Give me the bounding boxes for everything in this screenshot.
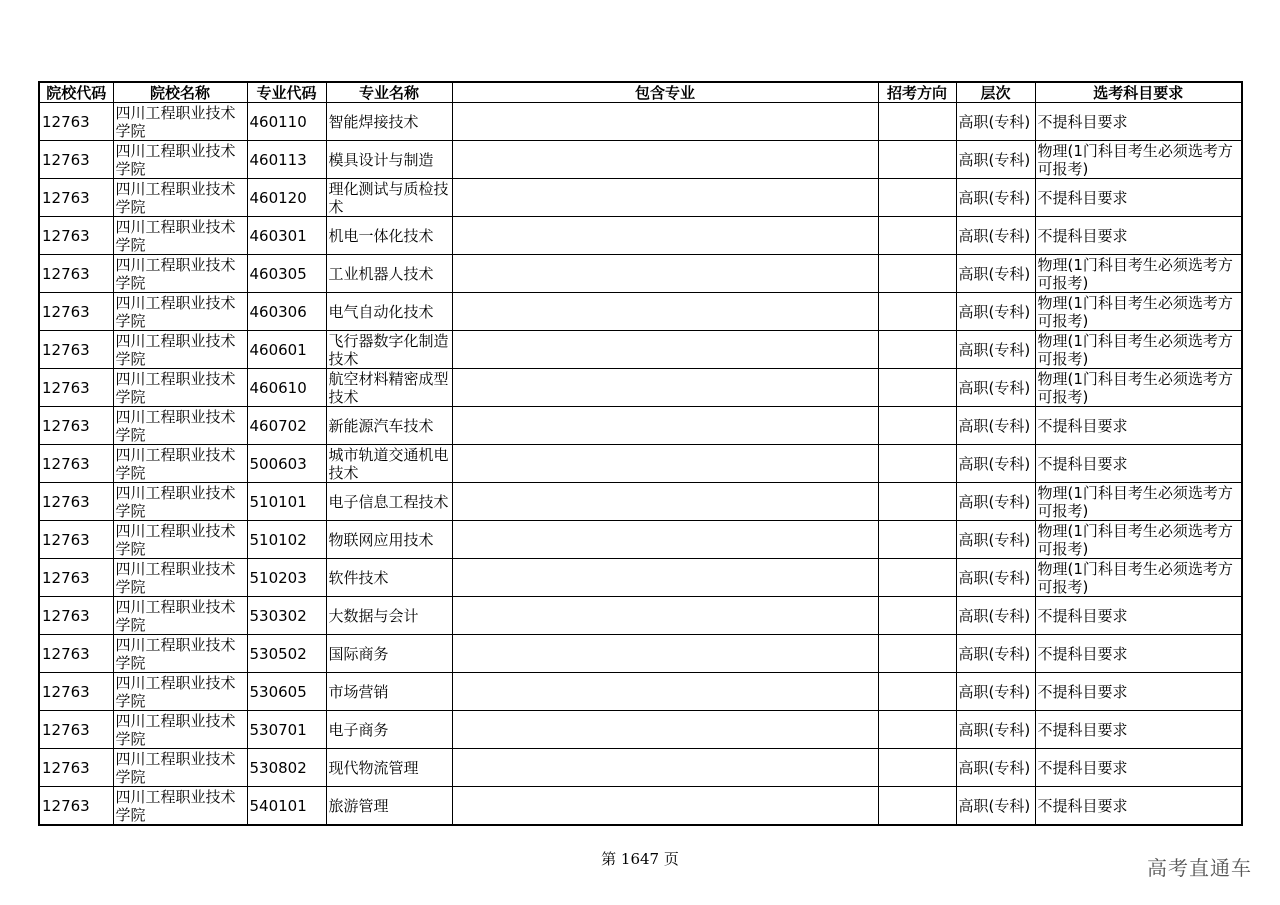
- school-name-cell: 四川工程职业技术学院: [113, 483, 247, 521]
- subject-requirement-cell: 物理(1门科目考生必须选考方可报考): [1035, 331, 1242, 369]
- level-cell: 高职(专科): [956, 141, 1035, 179]
- subject-requirement-cell: 不提科目要求: [1035, 407, 1242, 445]
- subject-requirement-cell: 物理(1门科目考生必须选考方可报考): [1035, 483, 1242, 521]
- major-code-cell: 460610: [247, 369, 326, 407]
- school-code-cell: 12763: [39, 445, 113, 483]
- included-majors-cell: [452, 597, 878, 635]
- major-name-cell: 机电一体化技术: [326, 217, 452, 255]
- table-row: [39, 483, 1242, 521]
- direction-cell: [878, 445, 956, 483]
- table-row: [39, 787, 1242, 826]
- table-row: [39, 597, 1242, 635]
- major-name-cell: 电气自动化技术: [326, 293, 452, 331]
- school-name-cell: 四川工程职业技术学院: [113, 787, 247, 826]
- subject-requirement-cell: 不提科目要求: [1035, 217, 1242, 255]
- school-name-cell: 四川工程职业技术学院: [113, 141, 247, 179]
- table-row: [39, 369, 1242, 407]
- included-majors-cell: [452, 521, 878, 559]
- included-majors-cell: [452, 293, 878, 331]
- major-code-cell: 500603: [247, 445, 326, 483]
- subject-requirement-cell: 物理(1门科目考生必须选考方可报考): [1035, 559, 1242, 597]
- major-name-cell: 大数据与会计: [326, 597, 452, 635]
- major-name-cell: 软件技术: [326, 559, 452, 597]
- school-name-cell: 四川工程职业技术学院: [113, 179, 247, 217]
- included-majors-cell: [452, 369, 878, 407]
- major-name-cell: 城市轨道交通机电技术: [326, 445, 452, 483]
- direction-cell: [878, 369, 956, 407]
- included-majors-cell: [452, 331, 878, 369]
- level-cell: 高职(专科): [956, 179, 1035, 217]
- direction-cell: [878, 673, 956, 711]
- school-name-cell: 四川工程职业技术学院: [113, 445, 247, 483]
- included-majors-cell: [452, 559, 878, 597]
- subject-requirement-cell: 物理(1门科目考生必须选考方可报考): [1035, 255, 1242, 293]
- school-code-cell: 12763: [39, 103, 113, 141]
- major-code-cell: 530701: [247, 711, 326, 749]
- major-code-cell: 530802: [247, 749, 326, 787]
- school-code-cell: 12763: [39, 179, 113, 217]
- school-name-cell: 四川工程职业技术学院: [113, 635, 247, 673]
- table-row: [39, 331, 1242, 369]
- direction-cell: [878, 141, 956, 179]
- school-code-cell: 12763: [39, 521, 113, 559]
- major-name-cell: 飞行器数字化制造技术: [326, 331, 452, 369]
- major-code-cell: 460305: [247, 255, 326, 293]
- school-name-cell: 四川工程职业技术学院: [113, 407, 247, 445]
- header-school-code: 院校代码: [39, 82, 113, 103]
- school-code-cell: 12763: [39, 331, 113, 369]
- level-cell: 高职(专科): [956, 673, 1035, 711]
- table-row: [39, 635, 1242, 673]
- school-name-cell: 四川工程职业技术学院: [113, 521, 247, 559]
- watermark-logo: 高考直通车: [1147, 856, 1252, 880]
- level-cell: 高职(专科): [956, 293, 1035, 331]
- subject-requirement-cell: 不提科目要求: [1035, 635, 1242, 673]
- subject-requirement-cell: 不提科目要求: [1035, 787, 1242, 826]
- included-majors-cell: [452, 141, 878, 179]
- school-name-cell: 四川工程职业技术学院: [113, 293, 247, 331]
- subject-requirement-cell: 不提科目要求: [1035, 673, 1242, 711]
- direction-cell: [878, 635, 956, 673]
- subject-requirement-cell: 不提科目要求: [1035, 597, 1242, 635]
- table-row: [39, 521, 1242, 559]
- included-majors-cell: [452, 217, 878, 255]
- major-code-cell: 460601: [247, 331, 326, 369]
- school-name-cell: 四川工程职业技术学院: [113, 559, 247, 597]
- subject-requirement-cell: 物理(1门科目考生必须选考方可报考): [1035, 293, 1242, 331]
- school-code-cell: 12763: [39, 559, 113, 597]
- level-cell: 高职(专科): [956, 559, 1035, 597]
- major-code-cell: 510102: [247, 521, 326, 559]
- table-row: [39, 749, 1242, 787]
- table-row: [39, 407, 1242, 445]
- table-header-row: [39, 82, 1242, 103]
- subject-requirement-cell: 不提科目要求: [1035, 711, 1242, 749]
- level-cell: 高职(专科): [956, 369, 1035, 407]
- direction-cell: [878, 331, 956, 369]
- admission-table: [38, 81, 1243, 826]
- direction-cell: [878, 293, 956, 331]
- major-name-cell: 现代物流管理: [326, 749, 452, 787]
- school-code-cell: 12763: [39, 787, 113, 826]
- level-cell: 高职(专科): [956, 711, 1035, 749]
- table-row: [39, 673, 1242, 711]
- included-majors-cell: [452, 407, 878, 445]
- major-name-cell: 航空材料精密成型技术: [326, 369, 452, 407]
- header-major-name: 专业名称: [326, 82, 452, 103]
- included-majors-cell: [452, 483, 878, 521]
- included-majors-cell: [452, 445, 878, 483]
- school-name-cell: 四川工程职业技术学院: [113, 749, 247, 787]
- school-code-cell: 12763: [39, 369, 113, 407]
- table-row: [39, 103, 1242, 141]
- major-name-cell: 物联网应用技术: [326, 521, 452, 559]
- table-row: [39, 445, 1242, 483]
- major-code-cell: 460306: [247, 293, 326, 331]
- direction-cell: [878, 787, 956, 826]
- table-row: [39, 179, 1242, 217]
- table-row: [39, 255, 1242, 293]
- direction-cell: [878, 483, 956, 521]
- header-direction: 招考方向: [878, 82, 956, 103]
- header-level: 层次: [956, 82, 1035, 103]
- included-majors-cell: [452, 635, 878, 673]
- major-name-cell: 电子商务: [326, 711, 452, 749]
- header-subject-requirement: 选考科目要求: [1035, 82, 1242, 103]
- level-cell: 高职(专科): [956, 445, 1035, 483]
- school-code-cell: 12763: [39, 293, 113, 331]
- subject-requirement-cell: 物理(1门科目考生必须选考方可报考): [1035, 521, 1242, 559]
- direction-cell: [878, 103, 956, 141]
- direction-cell: [878, 749, 956, 787]
- major-name-cell: 新能源汽车技术: [326, 407, 452, 445]
- major-name-cell: 理化测试与质检技术: [326, 179, 452, 217]
- level-cell: 高职(专科): [956, 749, 1035, 787]
- subject-requirement-cell: 物理(1门科目考生必须选考方可报考): [1035, 141, 1242, 179]
- school-code-cell: 12763: [39, 407, 113, 445]
- included-majors-cell: [452, 179, 878, 217]
- school-code-cell: 12763: [39, 141, 113, 179]
- school-name-cell: 四川工程职业技术学院: [113, 597, 247, 635]
- direction-cell: [878, 711, 956, 749]
- level-cell: 高职(专科): [956, 407, 1035, 445]
- direction-cell: [878, 179, 956, 217]
- school-name-cell: 四川工程职业技术学院: [113, 103, 247, 141]
- major-name-cell: 旅游管理: [326, 787, 452, 826]
- level-cell: 高职(专科): [956, 217, 1035, 255]
- table-row: [39, 217, 1242, 255]
- major-name-cell: 智能焊接技术: [326, 103, 452, 141]
- included-majors-cell: [452, 103, 878, 141]
- major-code-cell: 540101: [247, 787, 326, 826]
- major-code-cell: 460113: [247, 141, 326, 179]
- major-code-cell: 460120: [247, 179, 326, 217]
- school-name-cell: 四川工程职业技术学院: [113, 711, 247, 749]
- major-code-cell: 510203: [247, 559, 326, 597]
- major-code-cell: 460110: [247, 103, 326, 141]
- school-name-cell: 四川工程职业技术学院: [113, 217, 247, 255]
- school-code-cell: 12763: [39, 255, 113, 293]
- level-cell: 高职(专科): [956, 597, 1035, 635]
- major-code-cell: 460301: [247, 217, 326, 255]
- school-code-cell: 12763: [39, 597, 113, 635]
- school-name-cell: 四川工程职业技术学院: [113, 331, 247, 369]
- direction-cell: [878, 217, 956, 255]
- major-name-cell: 市场营销: [326, 673, 452, 711]
- school-code-cell: 12763: [39, 711, 113, 749]
- page-number: 第 1647 页: [601, 850, 679, 868]
- direction-cell: [878, 559, 956, 597]
- major-code-cell: 530605: [247, 673, 326, 711]
- direction-cell: [878, 407, 956, 445]
- major-name-cell: 工业机器人技术: [326, 255, 452, 293]
- subject-requirement-cell: 不提科目要求: [1035, 179, 1242, 217]
- major-name-cell: 模具设计与制造: [326, 141, 452, 179]
- subject-requirement-cell: 不提科目要求: [1035, 103, 1242, 141]
- school-name-cell: 四川工程职业技术学院: [113, 369, 247, 407]
- major-code-cell: 530502: [247, 635, 326, 673]
- included-majors-cell: [452, 711, 878, 749]
- major-code-cell: 460702: [247, 407, 326, 445]
- major-code-cell: 510101: [247, 483, 326, 521]
- direction-cell: [878, 255, 956, 293]
- level-cell: 高职(专科): [956, 331, 1035, 369]
- table-row: [39, 141, 1242, 179]
- level-cell: 高职(专科): [956, 787, 1035, 826]
- included-majors-cell: [452, 673, 878, 711]
- level-cell: 高职(专科): [956, 521, 1035, 559]
- school-code-cell: 12763: [39, 483, 113, 521]
- level-cell: 高职(专科): [956, 635, 1035, 673]
- school-code-cell: 12763: [39, 673, 113, 711]
- school-name-cell: 四川工程职业技术学院: [113, 673, 247, 711]
- direction-cell: [878, 597, 956, 635]
- level-cell: 高职(专科): [956, 103, 1035, 141]
- school-code-cell: 12763: [39, 635, 113, 673]
- major-code-cell: 530302: [247, 597, 326, 635]
- subject-requirement-cell: 不提科目要求: [1035, 749, 1242, 787]
- direction-cell: [878, 521, 956, 559]
- included-majors-cell: [452, 749, 878, 787]
- table-row: [39, 293, 1242, 331]
- level-cell: 高职(专科): [956, 255, 1035, 293]
- subject-requirement-cell: 物理(1门科目考生必须选考方可报考): [1035, 369, 1242, 407]
- table-row: [39, 711, 1242, 749]
- school-code-cell: 12763: [39, 217, 113, 255]
- included-majors-cell: [452, 787, 878, 826]
- header-included-majors: 包含专业: [452, 82, 878, 103]
- school-name-cell: 四川工程职业技术学院: [113, 255, 247, 293]
- table-row: [39, 559, 1242, 597]
- school-code-cell: 12763: [39, 749, 113, 787]
- major-name-cell: 国际商务: [326, 635, 452, 673]
- subject-requirement-cell: 不提科目要求: [1035, 445, 1242, 483]
- level-cell: 高职(专科): [956, 483, 1035, 521]
- included-majors-cell: [452, 255, 878, 293]
- major-name-cell: 电子信息工程技术: [326, 483, 452, 521]
- header-school-name: 院校名称: [113, 82, 247, 103]
- header-major-code: 专业代码: [247, 82, 326, 103]
